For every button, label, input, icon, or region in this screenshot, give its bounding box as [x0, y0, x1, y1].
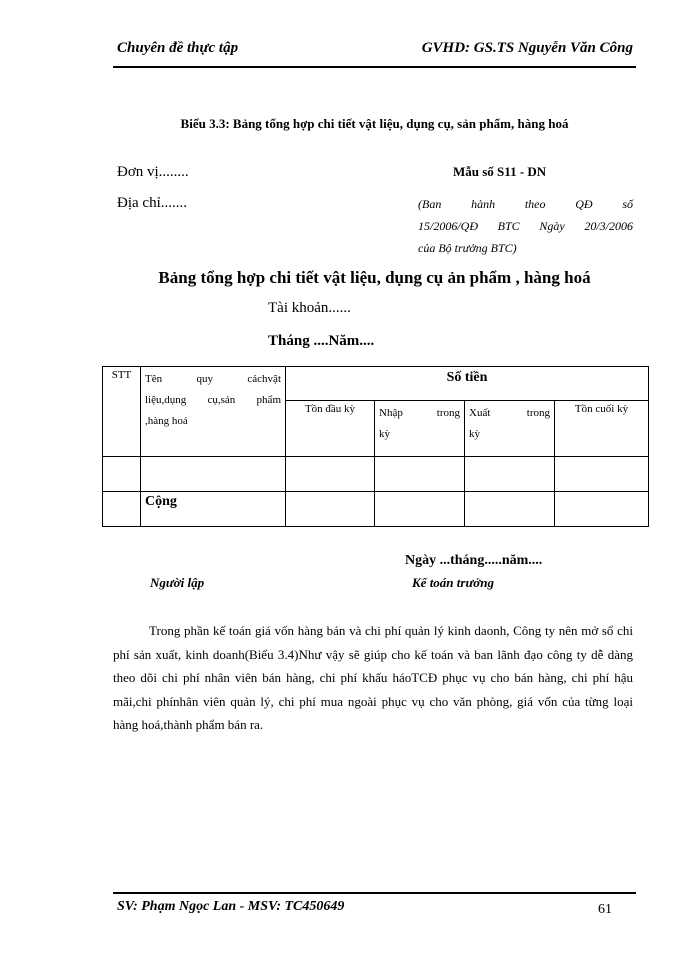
col-outflow-line: Xuất trong	[469, 407, 550, 419]
total-label: Cộng	[141, 492, 286, 527]
col-closing: Tồn cuối kỳ	[555, 401, 649, 457]
col-inflow-line: kỳ	[379, 428, 390, 440]
issuance-note	[418, 193, 633, 259]
issuance-note-line: (Ban hành theo QĐ số	[418, 197, 633, 211]
table-cell	[375, 457, 465, 492]
date-line: Ngày ...tháng.....năm....	[405, 553, 543, 568]
header-rule	[113, 66, 636, 68]
table-cell	[555, 492, 649, 527]
table-header-row	[103, 367, 649, 401]
col-stt: STT	[103, 367, 141, 457]
header-advisor: GVHD: GS.TS Nguyễn Văn Công	[421, 40, 633, 56]
col-amount-group: Số tiền	[286, 367, 649, 401]
table-cell	[465, 492, 555, 527]
summary-table	[102, 366, 649, 527]
col-item-name-line: liệu,dụng cụ,sản phẩm	[145, 394, 281, 406]
preparer-label: Người lập	[150, 575, 205, 590]
table-cell	[141, 457, 286, 492]
unit-label: Đơn vị........	[117, 164, 189, 180]
col-inflow	[375, 401, 465, 457]
table-total-row	[103, 492, 649, 527]
body-paragraph: Trong phần kế toán giá vốn hàng bán và chi phí quản lý kinh daonh, Công ty nên mở sổ chi phí sản xuất, kinh doanh(Biểu 3.4)Như vậy sẽ giúp cho kế toán và ban lãnh đạo công ty dễ dàng theo dõi chi phí nhân viên bán hàng, chi phí khấu háoTCĐ phục vụ cho bán hàng, chi phí hậu mãi,chi phínhân viên quản lý, chi phí mua ngoài phục vụ cho văn phòng, giá vốn của từng loại hàng hoá,thành phẩm bán ra.	[113, 623, 633, 732]
form-number: Mẫu số S11 - DN	[453, 164, 547, 179]
footer-rule	[113, 892, 636, 894]
col-outflow-line: kỳ	[469, 428, 480, 440]
issuance-note-line: của Bộ trưởng BTC)	[418, 241, 517, 255]
table-cell	[286, 492, 375, 527]
form-caption: Biểu 3.3: Bảng tổng hợp chi tiết vật liệu, dụng cụ, sản phẩm, hàng hoá	[180, 116, 569, 131]
address-label: Địa chỉ.......	[117, 195, 187, 211]
period-label: Tháng ....Năm....	[268, 333, 375, 349]
report-title: Bảng tổng hợp chi tiết vật liệu, dụng cụ ản phẩm , hàng hoá	[158, 268, 591, 287]
chief-accountant-label: Kế toán trưởng	[412, 575, 494, 590]
col-outflow	[465, 401, 555, 457]
col-item-name	[141, 367, 286, 457]
issuance-note-line: 15/2006/QĐ BTC Ngày 20/3/2006	[418, 219, 633, 233]
page-number: 61	[598, 902, 612, 917]
table-cell	[103, 492, 141, 527]
table-cell	[375, 492, 465, 527]
col-item-name-line: ,hàng hoá	[145, 415, 188, 427]
footer-student: SV: Phạm Ngọc Lan - MSV: TC450649	[117, 899, 345, 914]
table-cell	[555, 457, 649, 492]
header-topic: Chuyên đề thực tập	[117, 40, 239, 56]
table-cell	[465, 457, 555, 492]
col-item-name-line: Tên quy cáchvật	[145, 373, 281, 385]
account-label: Tài khoản......	[268, 300, 351, 316]
col-opening: Tồn đầu kỳ	[286, 401, 375, 457]
table-cell	[103, 457, 141, 492]
table-cell	[286, 457, 375, 492]
col-inflow-line: Nhập trong	[379, 407, 460, 419]
table-row	[103, 457, 649, 492]
